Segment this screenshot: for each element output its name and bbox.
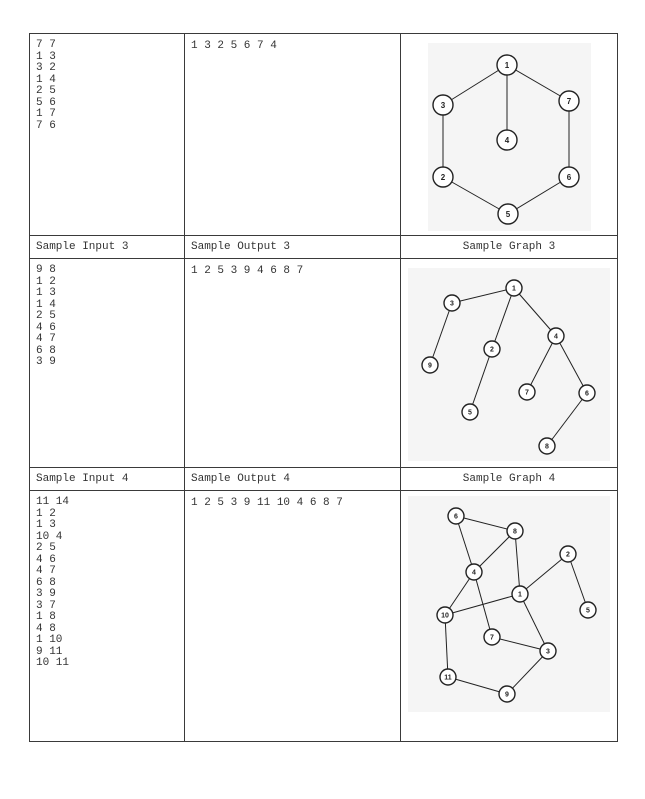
sample-output-cell-4 <box>185 491 401 742</box>
graph-node-label-4: 4 <box>472 569 476 577</box>
sample-graph-cell-1 <box>401 34 618 236</box>
graph-edge-1-2 <box>520 551 570 594</box>
graph-node-label-3: 3 <box>450 300 454 308</box>
graph-node-label-7: 7 <box>490 634 494 642</box>
graph-node-label-2: 2 <box>566 551 570 559</box>
sample-input-cell-3 <box>30 259 185 468</box>
graph-node-label-9: 9 <box>505 691 509 699</box>
sample-output-cell-3 <box>185 259 401 468</box>
samples-table <box>29 33 618 742</box>
graph-edge-6-8 <box>547 390 589 446</box>
graph-node-label-1: 1 <box>504 60 510 70</box>
graph-edge-4-7 <box>527 333 558 392</box>
graph-edge-3-9 <box>507 648 550 694</box>
graph-node-label-4: 4 <box>554 333 558 341</box>
header-output-3 <box>185 236 401 259</box>
graph-edge-2-5 <box>566 551 588 610</box>
graph-edge-1-3 <box>452 285 516 303</box>
graph-node-label-6: 6 <box>585 390 589 398</box>
graph-node-label-5: 5 <box>505 209 511 219</box>
graph-edge-1-3 <box>443 65 507 105</box>
graph-node-label-6: 6 <box>566 172 572 182</box>
sample-header-row-3 <box>30 236 618 259</box>
header-input-3 <box>30 236 185 259</box>
graph-edge-10-11 <box>445 615 448 677</box>
graph-node-label-5: 5 <box>586 607 590 615</box>
graph-node-label-4: 4 <box>504 135 510 145</box>
graph-edge-1-8 <box>513 528 520 594</box>
header-graph-4 <box>401 468 618 491</box>
graph-node-label-5: 5 <box>468 409 472 417</box>
sample-graph-cell-4 <box>401 491 618 742</box>
sample-output-text-4: 1 2 5 3 9 11 10 4 6 8 7 <box>191 497 343 509</box>
graph-node-label-9: 9 <box>428 362 432 370</box>
graph-node-label-8: 8 <box>545 443 549 451</box>
sample-output-text-1: 1 3 2 5 6 7 4 <box>191 40 277 52</box>
sample-row-3 <box>30 259 618 468</box>
header-input-4-label: Sample Input 4 <box>36 473 129 485</box>
header-input-4 <box>30 468 185 491</box>
graph-figure-4 <box>408 496 610 712</box>
graph-node-label-11: 11 <box>444 674 452 682</box>
graph-node-label-2: 2 <box>490 346 494 354</box>
header-output-3-label: Sample Output 3 <box>191 241 291 253</box>
graph-edge-6-8 <box>454 513 515 531</box>
graph-node-label-1: 1 <box>512 285 516 293</box>
header-input-3-label: Sample Input 3 <box>36 241 129 253</box>
sample-output-text-3: 1 2 5 3 9 4 6 8 7 <box>191 265 304 277</box>
graph-edge-1-10 <box>445 591 522 615</box>
sample-header-row-4 <box>30 468 618 491</box>
graph-edge-1-3 <box>518 591 548 651</box>
graph-figure-3 <box>408 268 610 461</box>
header-output-4 <box>185 468 401 491</box>
graph-node-label-6: 6 <box>454 513 458 521</box>
graph-node-label-3: 3 <box>440 100 446 110</box>
sample-row-1 <box>30 34 618 236</box>
graph-edge-4-6 <box>554 333 587 393</box>
header-output-4-label: Sample Output 4 <box>191 473 291 485</box>
graph-edge-1-4 <box>512 285 556 336</box>
graph-node-label-2: 2 <box>440 172 446 182</box>
sample-input-text-3: 9 8 1 2 1 3 1 4 2 5 4 6 4 7 6 8 3 9 <box>36 264 56 368</box>
header-graph-3 <box>401 236 618 259</box>
graph-edge-2-5 <box>443 177 508 214</box>
sample-graph-cell-3 <box>401 259 618 468</box>
sample-input-text-1: 7 7 1 3 3 2 1 4 2 5 5 6 1 7 7 6 <box>36 39 56 132</box>
graph-node-label-7: 7 <box>566 96 572 106</box>
header-graph-3-label: Sample Graph 3 <box>462 241 556 253</box>
graph-node-label-7: 7 <box>525 389 529 397</box>
graph-canvas-4 <box>408 496 610 712</box>
sample-row-4 <box>30 491 618 742</box>
graph-node-label-8: 8 <box>513 528 517 536</box>
graph-node-label-1: 1 <box>518 591 522 599</box>
header-graph-4-label: Sample Graph 4 <box>462 473 556 485</box>
graph-edge-1-2 <box>492 285 516 349</box>
graph-edge-1-7 <box>507 65 569 101</box>
graph-canvas-1 <box>428 43 591 231</box>
graph-node-label-10: 10 <box>441 612 449 620</box>
graph-edge-3-9 <box>430 300 454 365</box>
graph-canvas-3 <box>408 268 610 461</box>
sample-input-cell-1 <box>30 34 185 236</box>
graph-node-label-3: 3 <box>546 648 550 656</box>
graph-edge-5-6 <box>508 177 569 214</box>
sample-input-text-4: 11 14 1 2 1 3 10 4 2 5 4 6 4 7 6 8 3 9 3 7 1 8 4 8 1 10 9 11 10 11 <box>36 496 70 669</box>
graph-edge-9-11 <box>448 677 507 694</box>
sample-input-cell-4 <box>30 491 185 742</box>
graph-figure-1 <box>428 43 591 231</box>
graph-edge-2-5 <box>470 346 494 412</box>
graph-edge-4-6 <box>454 513 474 572</box>
sample-output-cell-1 <box>185 34 401 236</box>
